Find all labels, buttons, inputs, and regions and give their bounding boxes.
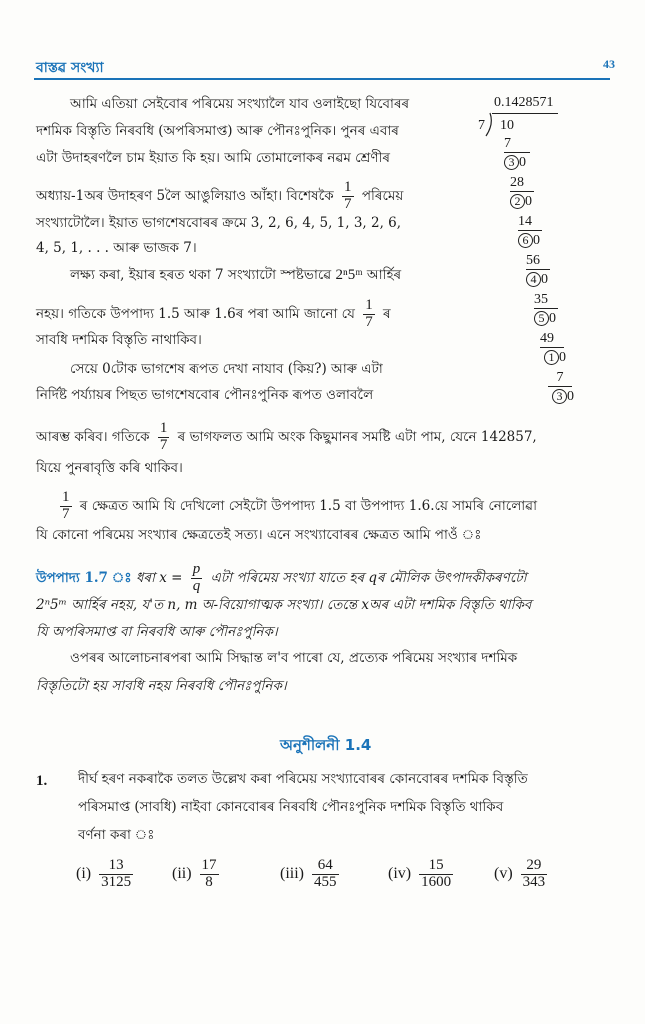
page-number: 43 <box>603 57 615 71</box>
division-bracket <box>484 112 498 138</box>
para2-line2-text: নহয়। গতিকে উপপাদ্য 1.5 আৰু 1.6ৰ পৰা আমি জানো যে <box>36 305 355 322</box>
option-ii: (ii) $\frac{17}{8}$ <box>172 857 217 890</box>
theorem-line1-end: এটা পৰিমেয় সংখ্যা যাতে হৰ qৰ মৌলিক উৎপাদকীকৰণটো <box>210 569 527 586</box>
fraction-one-seventh-2: $\frac{1}{7}$ <box>365 297 373 330</box>
para3-line1: সেয়ে 0টোক ভাগশেষ ৰূপত দেখা নাযাব (কিয়?) আৰু এটা <box>70 361 383 377</box>
fraction-one-seventh: $\frac{1}{7}$ <box>344 179 352 212</box>
division-dividend: 10 <box>500 118 514 133</box>
conclusion-line1: ওপৰৰ আলোচনাৰপৰা আমি সিদ্ধান্ত ল'ব পাৰো যে, প্ৰত্যেক পৰিমেয় সংখ্যাৰ দশমিক <box>70 650 518 666</box>
step1-rem: 3 0 <box>504 155 526 171</box>
option-iii: (iii) $\frac{64}{455}$ <box>280 857 337 890</box>
para1-line4-text: অধ্যায়-1অৰ উদাহৰণ 5লৈ আঙুলিয়াও আঁহা। বিশেষকৈ <box>36 187 334 204</box>
para3-line4: যিয়ে পুনৰাবৃত্তি কৰি থাকিব। <box>36 460 183 476</box>
step7-rem: 3 0 <box>552 389 574 405</box>
para2-line3: সাবধি দশমিক বিস্তৃতি নাথাকিব। <box>36 332 202 348</box>
option-iv: (iv) $\frac{15}{1600}$ <box>388 857 452 890</box>
para2-line1-end: আৰ্হিৰ <box>366 267 402 283</box>
theorem-line3: যি অপৰিসমাপ্ত বা নিৰবধি আৰু পৌনঃপুনিক। <box>36 624 278 640</box>
para3-line3-text: আৰম্ভ কৰিব। গতিকে <box>36 428 150 445</box>
para1-line5: সংখ্যাটোলৈ। ইয়াত ভাগশেষবোৰৰ ক্ৰমে 3, 2, 6, 4, 5, 1, 3, 2, 6, <box>36 215 402 231</box>
conclusion-line2: বিস্তৃতিটো হয় সাবধি নহয় নিৰবধি পৌনঃপুনিক। <box>36 678 287 694</box>
step4-rem: 4 0 <box>526 272 548 288</box>
para2-line1-text: লক্ষ্য কৰা, ইয়াৰ হৰত থকা 7 সংখ্যাটো স্পষ্টভাৱে <box>70 267 332 283</box>
para4-line2: যি কোনো পৰিমেয় সংখ্যাৰ ক্ষেত্ৰতেই সত্য। এনে সংখ্যাবোৰৰ ক্ষেত্ৰত আমি পাওঁ ঃ <box>36 527 482 543</box>
step3-rem: 6 0 <box>518 233 540 249</box>
para1-line2: দশমিক বিস্তৃতি নিৰবধি (অপৰিসমাপ্ত) আৰু পৌনঃপুনিক। পুনৰ এবাৰ <box>36 123 399 139</box>
para2-line2-end: ৰ <box>383 305 391 322</box>
para1-line4-text2: পৰিমেয় <box>361 187 404 204</box>
para1-line6: 4, 5, 1, . . . আৰু ভাজক 7। <box>36 240 197 256</box>
question-line2: পৰিসমাপ্ত (সাবধি) নাইবা কোনবোৰৰ নিৰবধি পৌনঃপুনিক দশমিক বিস্তৃতি থাকিব <box>78 799 504 815</box>
para4-line1 <box>60 490 537 523</box>
question-line3: বৰ্ণনা কৰা ঃ <box>78 827 155 843</box>
step5-rem: 5 0 <box>534 311 556 327</box>
division-quotient: 0.1428571 <box>494 95 554 110</box>
quotient-bar <box>492 113 558 114</box>
para1-line4 <box>36 180 403 213</box>
para2-line2 <box>36 298 391 331</box>
theorem-line2: 2ⁿ5ᵐ আৰ্হিৰ নহয়, য'ত n, m অ-বিয়োগাত্মক সংখ্যা। তেন্তে xঅৰ এটা দশমিক বিস্তৃতি থাকিব <box>36 597 532 613</box>
theorem-label: উপপাদ্য 1.7 ঃ <box>36 569 132 586</box>
step1-sub: 7 <box>504 136 530 153</box>
step4-sub: 56 <box>526 253 550 270</box>
division-divisor: 7 <box>478 118 485 133</box>
para1-line3: এটা উদাহৰণলৈ চাম ইয়াত কি হয়। আমি তোমালোকৰ নৱম শ্ৰেণীৰ <box>36 150 391 166</box>
para3-line3-end: ৰ ভাগফলত আমি অংক কিছুমানৰ সমষ্টি এটা পাম, যেনে 142857, <box>177 428 537 445</box>
step6-sub: 49 <box>540 331 564 348</box>
question-number: 1. <box>36 773 48 789</box>
step2-sub: 28 <box>510 175 534 192</box>
option-v: (v) $\frac{29}{343}$ <box>494 857 546 890</box>
exercise-title: অনুশীলনী 1.4 <box>280 736 372 754</box>
power-form: 2ⁿ5ᵐ <box>335 267 363 283</box>
theorem-line1 <box>36 562 527 595</box>
para4-line1-text: ৰ ক্ষেত্ৰত আমি যি দেখিলো সেইটো উপপাদ্য 1.5 বা উপপাদ্য 1.6.য়ে সামৰি নোলোৱা <box>79 497 537 514</box>
theorem-line1-text: ধৰা x = <box>135 569 183 586</box>
question-line1: দীৰ্ঘ হৰণ নকৰাকৈ তলত উল্লেখ কৰা পৰিমেয় সংখ্যাবোৰৰ কোনবোৰৰ দশমিক বিস্তৃতি <box>78 771 528 787</box>
step5-sub: 35 <box>534 292 558 309</box>
fraction-one-seventh-4: $\frac{1}{7}$ <box>62 489 70 522</box>
para3-line3 <box>36 421 537 454</box>
para3-line2: নিৰ্দিষ্ট পৰ্য্যায়ৰ পিছত ভাগশেষবোৰ পৌনঃপুনিক ৰূপত ওলাবলৈ <box>36 387 374 403</box>
step2-rem: 2 0 <box>510 194 532 210</box>
step3-sub: 14 <box>518 214 542 231</box>
fraction-one-seventh-3: $\frac{1}{7}$ <box>159 420 168 453</box>
para2-line1 <box>70 268 401 283</box>
header-rule <box>34 78 610 80</box>
step6-rem: 1 0 <box>544 350 566 366</box>
fraction-p-over-q: $\frac{p}{q}$ <box>192 561 201 594</box>
para1-line1: আমি এতিয়া সেইবোৰ পৰিমেয় সংখ্যালৈ যাব ওলাইছো যিবোৰৰ <box>70 96 410 112</box>
chapter-title: বাস্তৱ সংখ্যা <box>36 60 104 76</box>
step7-sub: 7 <box>548 370 572 387</box>
option-i: (i) $\frac{13}{3125}$ <box>76 857 132 890</box>
